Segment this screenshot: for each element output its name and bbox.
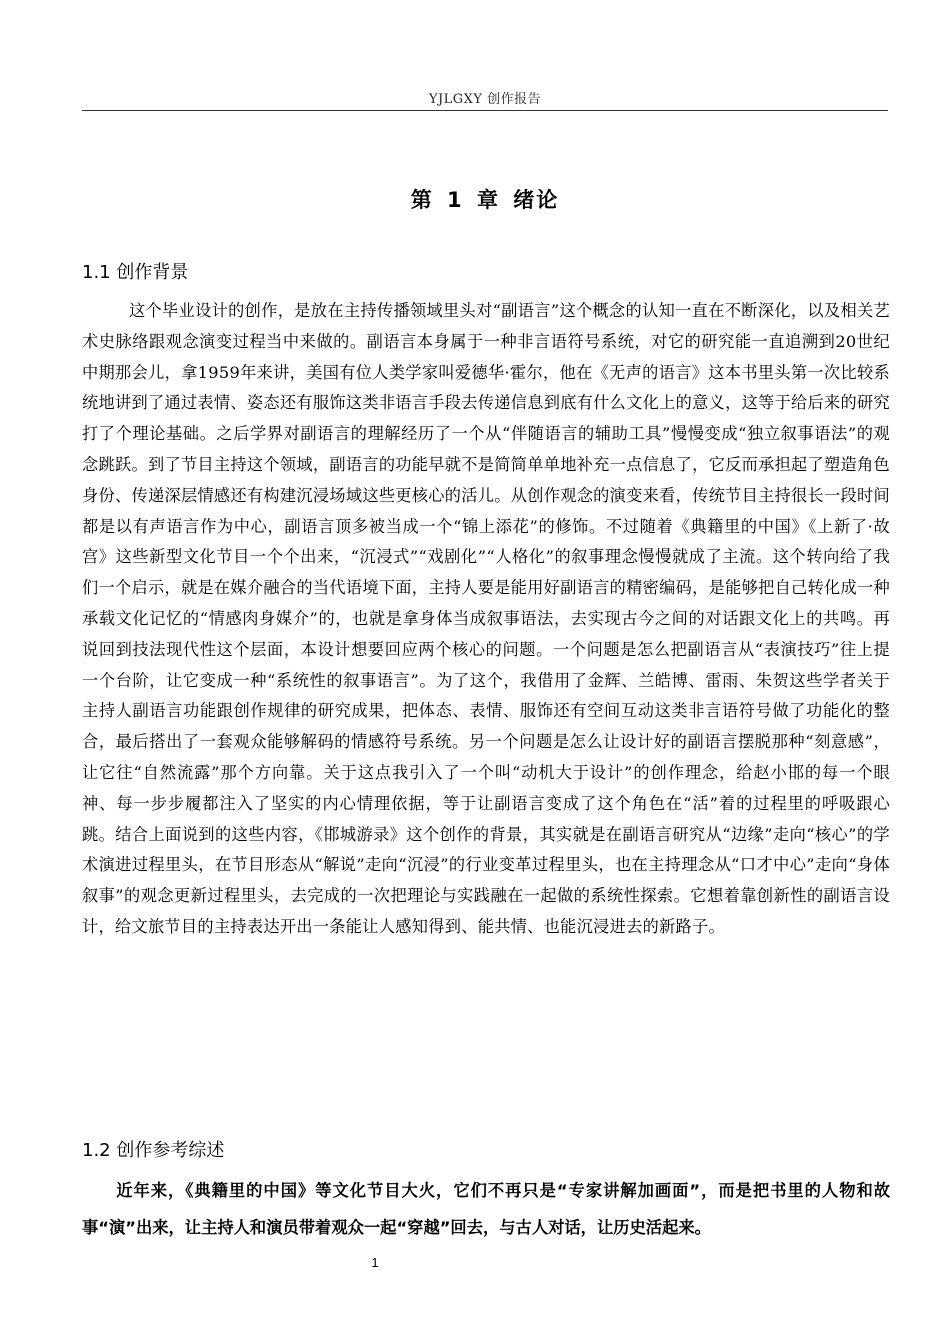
section-1-2-paragraph: 近年来，《典籍里的中国》等文化节目大火，它们不再只是“专家讲解加画面”，而是把书里的人物和故事“演”出来，让主持人和演员带着观众一起“穿越”回去，与古人对话，让历史活起来。 (82, 1181, 890, 1237)
section-1-1-paragraph: 这个毕业设计的创作，是放在主持传播领域里头对“副语言”这个概念的认知一直在不断深化，以及相关艺术史脉络跟观念演变过程当中来做的。副语言本身属于一种非言语符号系统，对它的研究能一直追溯到20世纪中期那会儿，拿1959年来讲，美国有位人类学家叫爱德华·霍尔，他在《无声的语言》这本书里头第一次比较系统地讲到了通过表情、姿态还有服饰这类非语言手段去传递信息到底有什么文化上的意义，这等于给后来的研究打了个理论基础。之后学界对副语言的理解经历了一个从“伴随语言的辅助工具”慢慢变成“独立叙事语法”的观念跳跃。到了节目主持这个领域，副语言的功能早就不是简简单单地补充一点信息了，它反而承担起了塑造角色身份、传递深层情感还有构建沉浸场域这些更核心的活儿。从创作观念的演变来看，传统节目主持很长一段时间都是以有声语言作为中心，副语言顶多被当成一个“锦上添花”的修饰。不过随着《典籍里的中国》《上新了·故宫》这些新型文化节目一个个出来，“沉浸式”“戏剧化”“人格化”的叙事理念慢慢就成了主流。这个转向给了我们一个启示，就是在媒介融合的当代语境下面，主持人要是能用好副语言的精密编码，是能够把自己转化成一种承载文化记忆的“情感肉身媒介”的，也就是拿身体当成叙事语法，去实现古今之间的对话跟文化上的共鸣。再说回到技法现代性这个层面，本设计想要回应两个核心的问题。一个问题是怎么把副语言从“表演技巧”往上提一个台阶，让它变成一种“系统性的叙事语言”。为了这个，我借用了金辉、兰皓博、雷雨、朱贺这些学者关于主持人副语言功能跟创作规律的研究成果，把体态、表情、服饰还有空间互动这类非言语符号做了功能化的整合，最后搭出了一套观众能够解码的情感符号系统。另一个问题是怎么让设计好的副语言摆脱那种“刻意感”，让它往“自然流露”那个方向靠。关于这点我引入了一个叫“动机大于设计”的创作理念，给赵小邯的每一个眼神、每一步步履都注入了坚实的内心情理依据，等于让副语言变成了这个角色在“活”着的过程里的呼吸跟心跳。结合上面说到的这些内容，《邯城游录》这个创作的背景，其实就是在副语言研究从“边缘”走向“核心”的学术演进过程里头，在节目形态从“解说”走向“沉浸”的行业变革过程里头，也在主持理念从“口才中心”走向“身体叙事”的观念更新过程里头，去完成的一次把理论与实践融在一起做的系统性探索。它想着靠创新性的副语言设计，给文旅节目的主持表达开出一条能让人感知得到、能共情、也能沉浸进去的新路子。 (82, 301, 890, 936)
section-heading-1-1: 1.1 创作背景 (82, 262, 189, 283)
page-number: 1 (371, 1255, 379, 1270)
header-divider (82, 110, 888, 111)
chapter-title: 第 1 章 绪论 (410, 188, 560, 212)
section-heading-1-2: 1.2 创作参考综述 (82, 1140, 225, 1161)
running-header: YJLGXY 创作报告 (428, 92, 542, 107)
